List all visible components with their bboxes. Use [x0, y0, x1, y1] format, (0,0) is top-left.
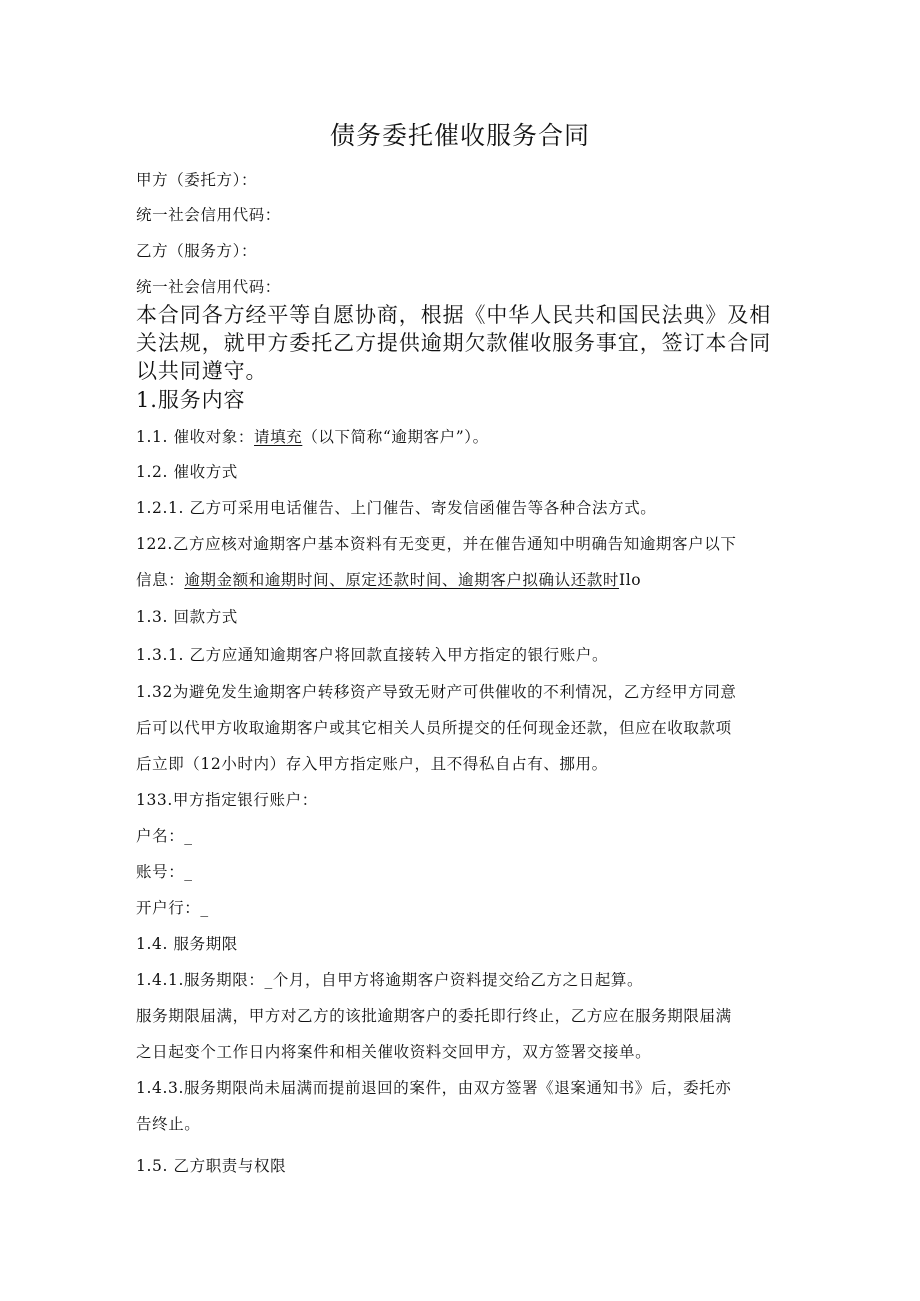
clause-1-2-2-suffix: Ilo — [619, 571, 642, 589]
clause-1-2-2-line-2 — [136, 570, 641, 590]
clause-1-2-2-line-1: 122.乙方应核对逾期客户基本资料有无变更，并在催告通知中明确告知逾期客户以下 — [136, 535, 737, 553]
clause-1-4-3-line-1: 1.4.3.服务期限尚未届满而提前退回的案件，由双方签署《退案通知书》后，委托亦 — [136, 1079, 732, 1097]
clause-1-3-heading: 1.3. 回款方式 — [136, 608, 238, 626]
clause-1-1-prefix: 1.1. 催收对象： — [136, 428, 255, 446]
document-title: 债务委托催收服务合同 — [329, 121, 590, 150]
clause-1-3-1: 1.3.1. 乙方应通知逾期客户将回款直接转入甲方指定的银行账户。 — [136, 646, 609, 664]
clause-1-2-heading: 1.2. 催收方式 — [136, 463, 238, 481]
clause-1-3-3: 133.甲方指定银行账户： — [136, 791, 318, 809]
clause-1-3-2-line-2: 后可以代甲方收取逾期客户或其它相关人员所提交的任何现金还款，但应在收取款项 — [136, 719, 732, 737]
bank-field: 开户行：_ — [136, 899, 209, 917]
clause-1-1 — [136, 427, 489, 447]
clause-1-2-1: 1.2.1. 乙方可采用电话催告、上门催告、寄发信函催告等各种合法方式。 — [136, 499, 657, 517]
account-number-field: 账号：_ — [136, 863, 193, 881]
intro-line-1: 本合同各方经平等自愿协商，根据《中华人民共和国民法典》及相 — [136, 303, 772, 327]
clause-1-2-2-prefix: 信息： — [136, 571, 185, 589]
party-a-credit-code: 统一社会信用代码： — [136, 206, 281, 224]
clause-1-4-3-line-2: 告终止。 — [136, 1115, 201, 1133]
account-name-field: 户名：_ — [136, 827, 193, 845]
party-b-credit-code: 统一社会信用代码： — [136, 278, 281, 296]
clause-1-4-2-line-2: 之日起变个工作日内将案件和相关催收资料交回甲方，双方签署交接单。 — [136, 1043, 652, 1061]
party-a-line: 甲方（委托方）： — [136, 171, 258, 189]
clause-1-3-2-line-1: 1.32为避免发生逾期客户转移资产导致无财产可供催收的不利情况，乙方经甲方同意 — [136, 683, 737, 701]
fill-in-field-target: 请填充 — [254, 428, 303, 446]
clause-1-5-heading: 1.5. 乙方职责与权限 — [136, 1157, 287, 1175]
intro-line-2: 关法规，就甲方委托乙方提供逾期欠款催收服务事宜，签订本合同 — [136, 331, 772, 355]
fill-in-field-info: 逾期金额和逾期时间、原定还款时间、逾期客户拟确认还款时 — [184, 571, 620, 589]
clause-1-1-suffix: （以下简称“逾期客户”）。 — [302, 428, 489, 446]
clause-1-4-heading: 1.4. 服务期限 — [136, 935, 238, 953]
clause-1-3-2-line-3: 后立即（12小时内）存入甲方指定账户，且不得私自占有、挪用。 — [136, 755, 608, 773]
section-1-heading: 1.服务内容 — [136, 388, 246, 412]
clause-1-4-1: 1.4.1.服务期限：_个月，自甲方将逾期客户资料提交给乙方之日起算。 — [136, 971, 644, 989]
party-b-line: 乙方（服务方）： — [136, 242, 258, 260]
intro-line-3: 以共同遵守。 — [136, 359, 268, 383]
clause-1-4-2-line-1: 服务期限届满，甲方对乙方的该批逾期客户的委托即行终止，乙方应在服务期限届满 — [136, 1007, 732, 1025]
